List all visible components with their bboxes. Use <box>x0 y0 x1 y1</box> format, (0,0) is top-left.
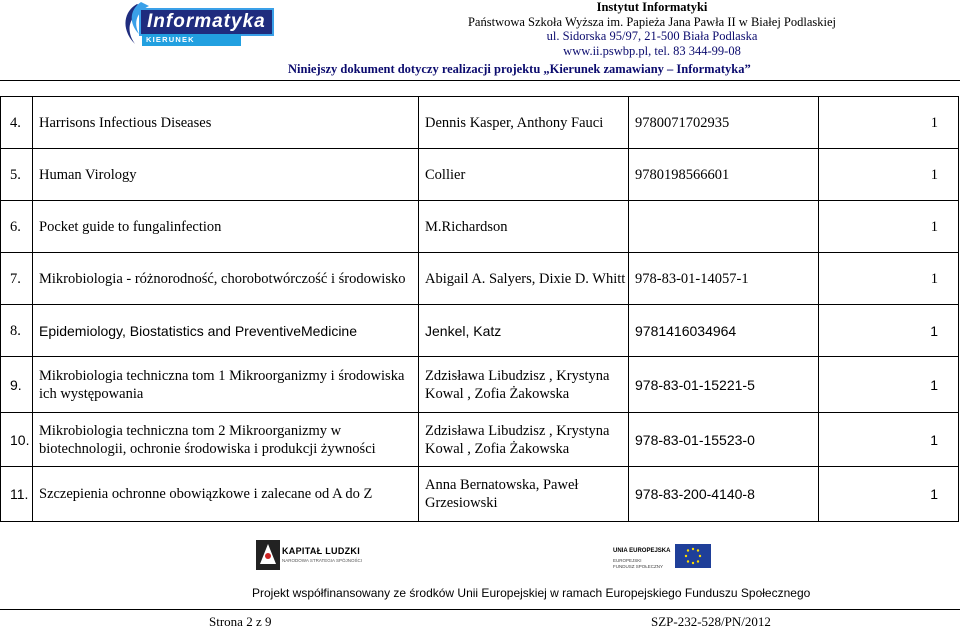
table-row <box>1 413 959 467</box>
logo-subtitle: KIERUNEK ZAMAWIANY <box>142 34 241 46</box>
book-author: M.Richardson <box>419 201 629 253</box>
logo-title: Informatyka <box>139 8 274 36</box>
book-author: Abigail A. Salyers, Dixie D. Whitt <box>419 253 629 305</box>
book-title: Szczepienia ochronne obowiązkowe i zalecane od A do Z <box>33 467 419 522</box>
book-quantity: 1 <box>819 149 959 201</box>
row-number: 6. <box>1 201 33 253</box>
books-table <box>0 96 959 522</box>
book-quantity: 1 <box>819 467 959 522</box>
book-quantity: 1 <box>819 413 959 467</box>
book-isbn: 978-83-01-14057-1 <box>629 253 819 305</box>
book-quantity: 1 <box>819 201 959 253</box>
row-number: 7. <box>1 253 33 305</box>
book-author: Zdzisława Libudzisz , Krystyna Kowal , Zofia Żakowska <box>419 357 629 413</box>
row-number: 5. <box>1 149 33 201</box>
book-title: Mikrobiologia techniczna tom 2 Mikroorganizmy w biotechnologii, ochronie środowiska i produkcji żywności <box>33 413 419 467</box>
row-number: 10. <box>1 413 33 467</box>
row-number: 4. <box>1 97 33 149</box>
footer-divider <box>0 609 960 610</box>
book-author: Jenkel, Katz <box>419 305 629 357</box>
page-number: Strona 2 z 9 <box>209 614 272 629</box>
row-number: 8. <box>1 305 33 357</box>
book-quantity: 1 <box>819 253 959 305</box>
cofinancing-note: Projekt współfinansowany ze środków Unii Europejskiej w ramach Europejskiego Funduszu Społecznego <box>252 586 811 600</box>
institute-header <box>432 0 872 58</box>
kapital-ludzki-subtitle: NARODOWA STRATEGIA SPÓJNOŚCI <box>282 558 363 563</box>
book-quantity: 1 <box>819 97 959 149</box>
book-isbn: 978-83-200-4140-8 <box>629 467 819 522</box>
book-title: Harrisons Infectious Diseases <box>33 97 419 149</box>
eu-subtitle <box>613 558 663 570</box>
kapital-ludzki-title: KAPITAŁ LUDZKI <box>282 546 361 556</box>
institute-name: Instytut Informatyki <box>596 0 708 14</box>
table-row <box>1 305 959 357</box>
table-row <box>1 201 959 253</box>
eu-subtitle-line2: FUNDUSZ SPOŁECZNY <box>613 564 664 569</box>
book-isbn <box>629 201 819 253</box>
book-author: Anna Bernatowska, Paweł Grzesiowski <box>419 467 629 522</box>
row-number: 11. <box>1 467 33 522</box>
table-row <box>1 467 959 522</box>
document-reference: SZP-232-528/PN/2012 <box>651 614 771 629</box>
row-number: 9. <box>1 357 33 413</box>
book-author: Zdzisława Libudzisz , Krystyna Kowal , Zofia Żakowska <box>419 413 629 467</box>
book-isbn: 978-83-01-15523-0 <box>629 413 819 467</box>
book-title: Mikrobiologia techniczna tom 1 Mikroorganizmy i środowiska ich występowania <box>33 357 419 413</box>
book-author: Dennis Kasper, Anthony Fauci <box>419 97 629 149</box>
book-isbn: 9780071702935 <box>629 97 819 149</box>
header-divider <box>0 80 960 81</box>
informatyka-logo <box>115 0 266 60</box>
kapital-ludzki-emblem-icon <box>256 540 280 570</box>
book-title: Pocket guide to fungalinfection <box>33 201 419 253</box>
book-isbn: 9781416034964 <box>629 305 819 357</box>
book-isbn: 9780198566601 <box>629 149 819 201</box>
project-note: Niniejszy dokument dotyczy realizacji projektu „Kierunek zamawiany – Informatyka” <box>288 62 751 76</box>
table-row <box>1 357 959 413</box>
table-row <box>1 253 959 305</box>
eu-title: UNIA EUROPEJSKA <box>613 548 671 554</box>
school-name: Państwowa Szkoła Wyższa im. Papieża Jana Pawła II w Białej Podlaskiej <box>467 14 837 29</box>
eu-subtitle-line1: EUROPEJSKI <box>613 558 642 563</box>
book-title: Human Virology <box>33 149 419 201</box>
book-title: Epidemiology, Biostatistics and PreventiveMedicine <box>33 305 419 357</box>
contact: www.ii.pswbp.pl, tel. 83 344-99-08 <box>563 43 741 58</box>
book-isbn: 978-83-01-15221-5 <box>629 357 819 413</box>
book-author: Collier <box>419 149 629 201</box>
table-row <box>1 97 959 149</box>
address: ul. Sidorska 95/97, 21-500 Biała Podlaska <box>546 29 758 43</box>
book-title: Mikrobiologia - różnorodność, chorobotwórczość i środowisko <box>33 253 419 305</box>
book-quantity: 1 <box>819 357 959 413</box>
eu-flag-icon <box>675 544 711 568</box>
table-row <box>1 149 959 201</box>
book-quantity: 1 <box>819 305 959 357</box>
